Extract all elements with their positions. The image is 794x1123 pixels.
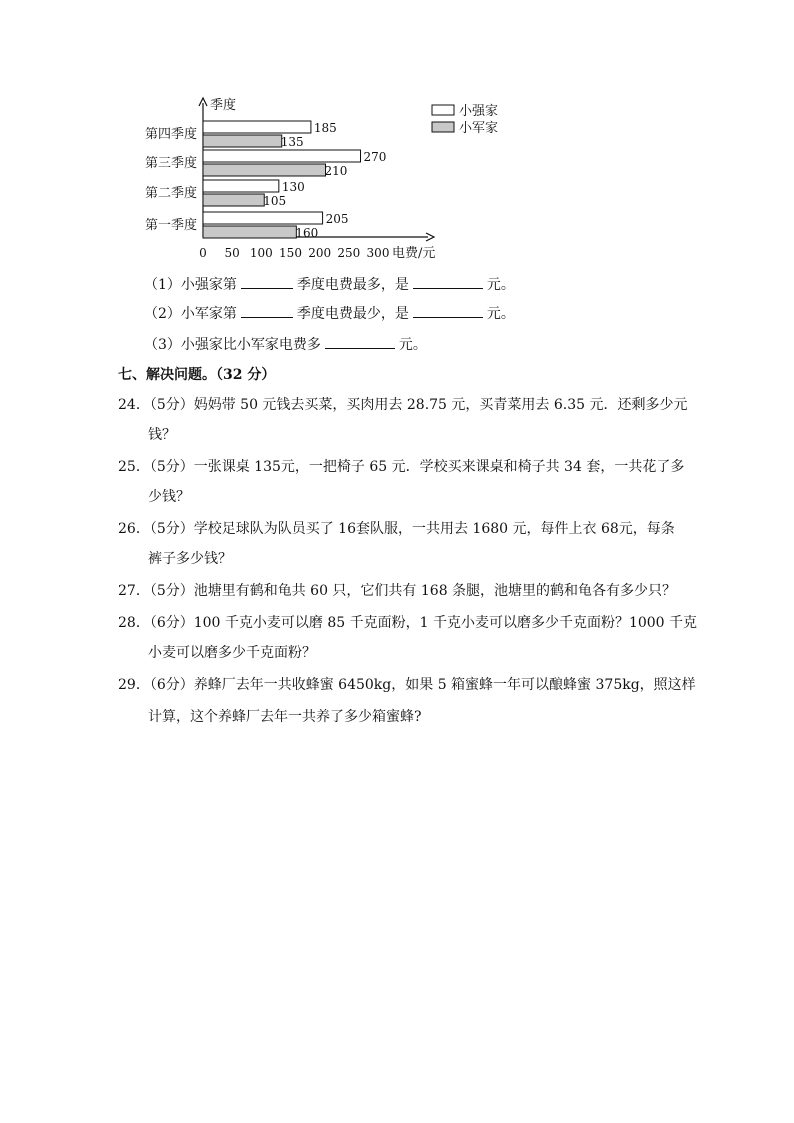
bar-xiaoqiang <box>203 212 323 224</box>
electricity-bar-chart <box>0 0 794 270</box>
question-1-pre: （1）小强家第 <box>144 277 237 293</box>
x-axis-title: 电费/元 <box>392 246 436 261</box>
x-tick-label: 250 <box>337 246 361 260</box>
question-1-post: 元。 <box>486 277 515 293</box>
question-2-post: 元。 <box>486 306 515 322</box>
question-3 <box>144 334 427 354</box>
data-label: 130 <box>281 180 305 194</box>
data-label: 210 <box>324 164 348 178</box>
problem-26-line-1: 26．（5分）学校足球队为队员买了 16套队服，一共用去 1680 元，每件上衣 68元，每条 <box>118 521 675 537</box>
answer-blank-difference[interactable] <box>325 334 395 349</box>
problem-29-line-2: 计算，这个养蜂厂去年一共养了多少箱蜜蜂? <box>148 709 422 725</box>
question-3-post: 元。 <box>398 337 427 353</box>
legend-label: 小军家 <box>459 121 499 136</box>
problem-28-line-1: 28．（6分）100 千克小麦可以磨 85 千克面粉，1 千克小麦可以磨多少千克面粉？1000 千克 <box>118 615 698 631</box>
bar-xiaojun <box>203 164 326 176</box>
problem-27-line-1: 27．（5分）池塘里有鹤和龟共 60 只，它们共有 168 条腿，池塘里的鹤和龟各有多少只？ <box>118 583 677 599</box>
x-tick-label: 300 <box>366 246 390 260</box>
problem-29-line-1: 29．（6分）养蜂厂去年一共收蜂蜜 6450kg，如果 5 箱蜜蜂一年可以酿蜂蜜 375kg，照这样 <box>118 677 696 693</box>
category-label: 第一季度 <box>144 218 197 233</box>
question-2-pre: （2）小军家第 <box>144 306 237 322</box>
problem-24-line-2: 钱？ <box>148 427 176 443</box>
bar-xiaoqiang <box>203 180 279 192</box>
category-label: 第三季度 <box>144 156 197 171</box>
bar-xiaojun <box>203 226 296 238</box>
legend-label: 小强家 <box>459 104 499 119</box>
section-title: 七、解决问题。（32 分） <box>118 367 276 383</box>
question-1-mid: 季度电费最多，是 <box>296 277 409 293</box>
legend-swatch <box>432 105 454 115</box>
answer-blank-amount[interactable] <box>413 274 483 289</box>
chart-legend <box>432 104 498 136</box>
question-2 <box>144 303 515 323</box>
data-label: 185 <box>313 121 337 135</box>
question-1 <box>144 274 515 294</box>
category-label: 第四季度 <box>144 127 197 142</box>
bar-xiaojun <box>203 194 264 206</box>
bar-xiaoqiang <box>203 121 311 133</box>
problem-28-line-2: 小麦可以磨多少千克面粉？ <box>148 645 316 661</box>
bar-xiaojun <box>203 135 282 147</box>
x-tick-label: 100 <box>249 246 273 260</box>
x-tick-label: 150 <box>279 246 302 260</box>
problem-25-line-1: 25．（5分）一张课桌 135元，一把椅子 65 元．学校买来课桌和椅子共 34 套，一共花了多 <box>118 459 685 475</box>
x-tick-label: 200 <box>308 246 332 260</box>
x-tick-label: 50 <box>224 246 240 260</box>
data-label: 135 <box>280 135 304 149</box>
legend-swatch <box>432 122 454 132</box>
x-tick-label: 0 <box>199 246 207 260</box>
bar-xiaoqiang <box>203 150 361 162</box>
answer-blank-amount[interactable] <box>413 303 483 318</box>
data-label: 105 <box>263 194 287 208</box>
answer-blank-season[interactable] <box>241 274 293 289</box>
data-label: 205 <box>325 212 349 226</box>
answer-blank-season[interactable] <box>241 303 293 318</box>
y-axis-title: 季度 <box>210 98 237 113</box>
question-2-mid: 季度电费最少，是 <box>296 306 409 322</box>
problem-24-line-1: 24．（5分）妈妈带 50 元钱去买菜，买肉用去 28.75 元，买青菜用去 6.35 元．还剩多少元 <box>118 397 688 413</box>
data-label: 160 <box>295 226 319 240</box>
problem-25-line-2: 少钱？ <box>148 489 190 505</box>
question-3-pre: （3）小强家比小军家电费多 <box>144 337 321 353</box>
category-label: 第二季度 <box>144 186 197 201</box>
data-label: 270 <box>363 150 387 164</box>
problem-26-line-2: 裤子多少钱？ <box>148 551 232 567</box>
